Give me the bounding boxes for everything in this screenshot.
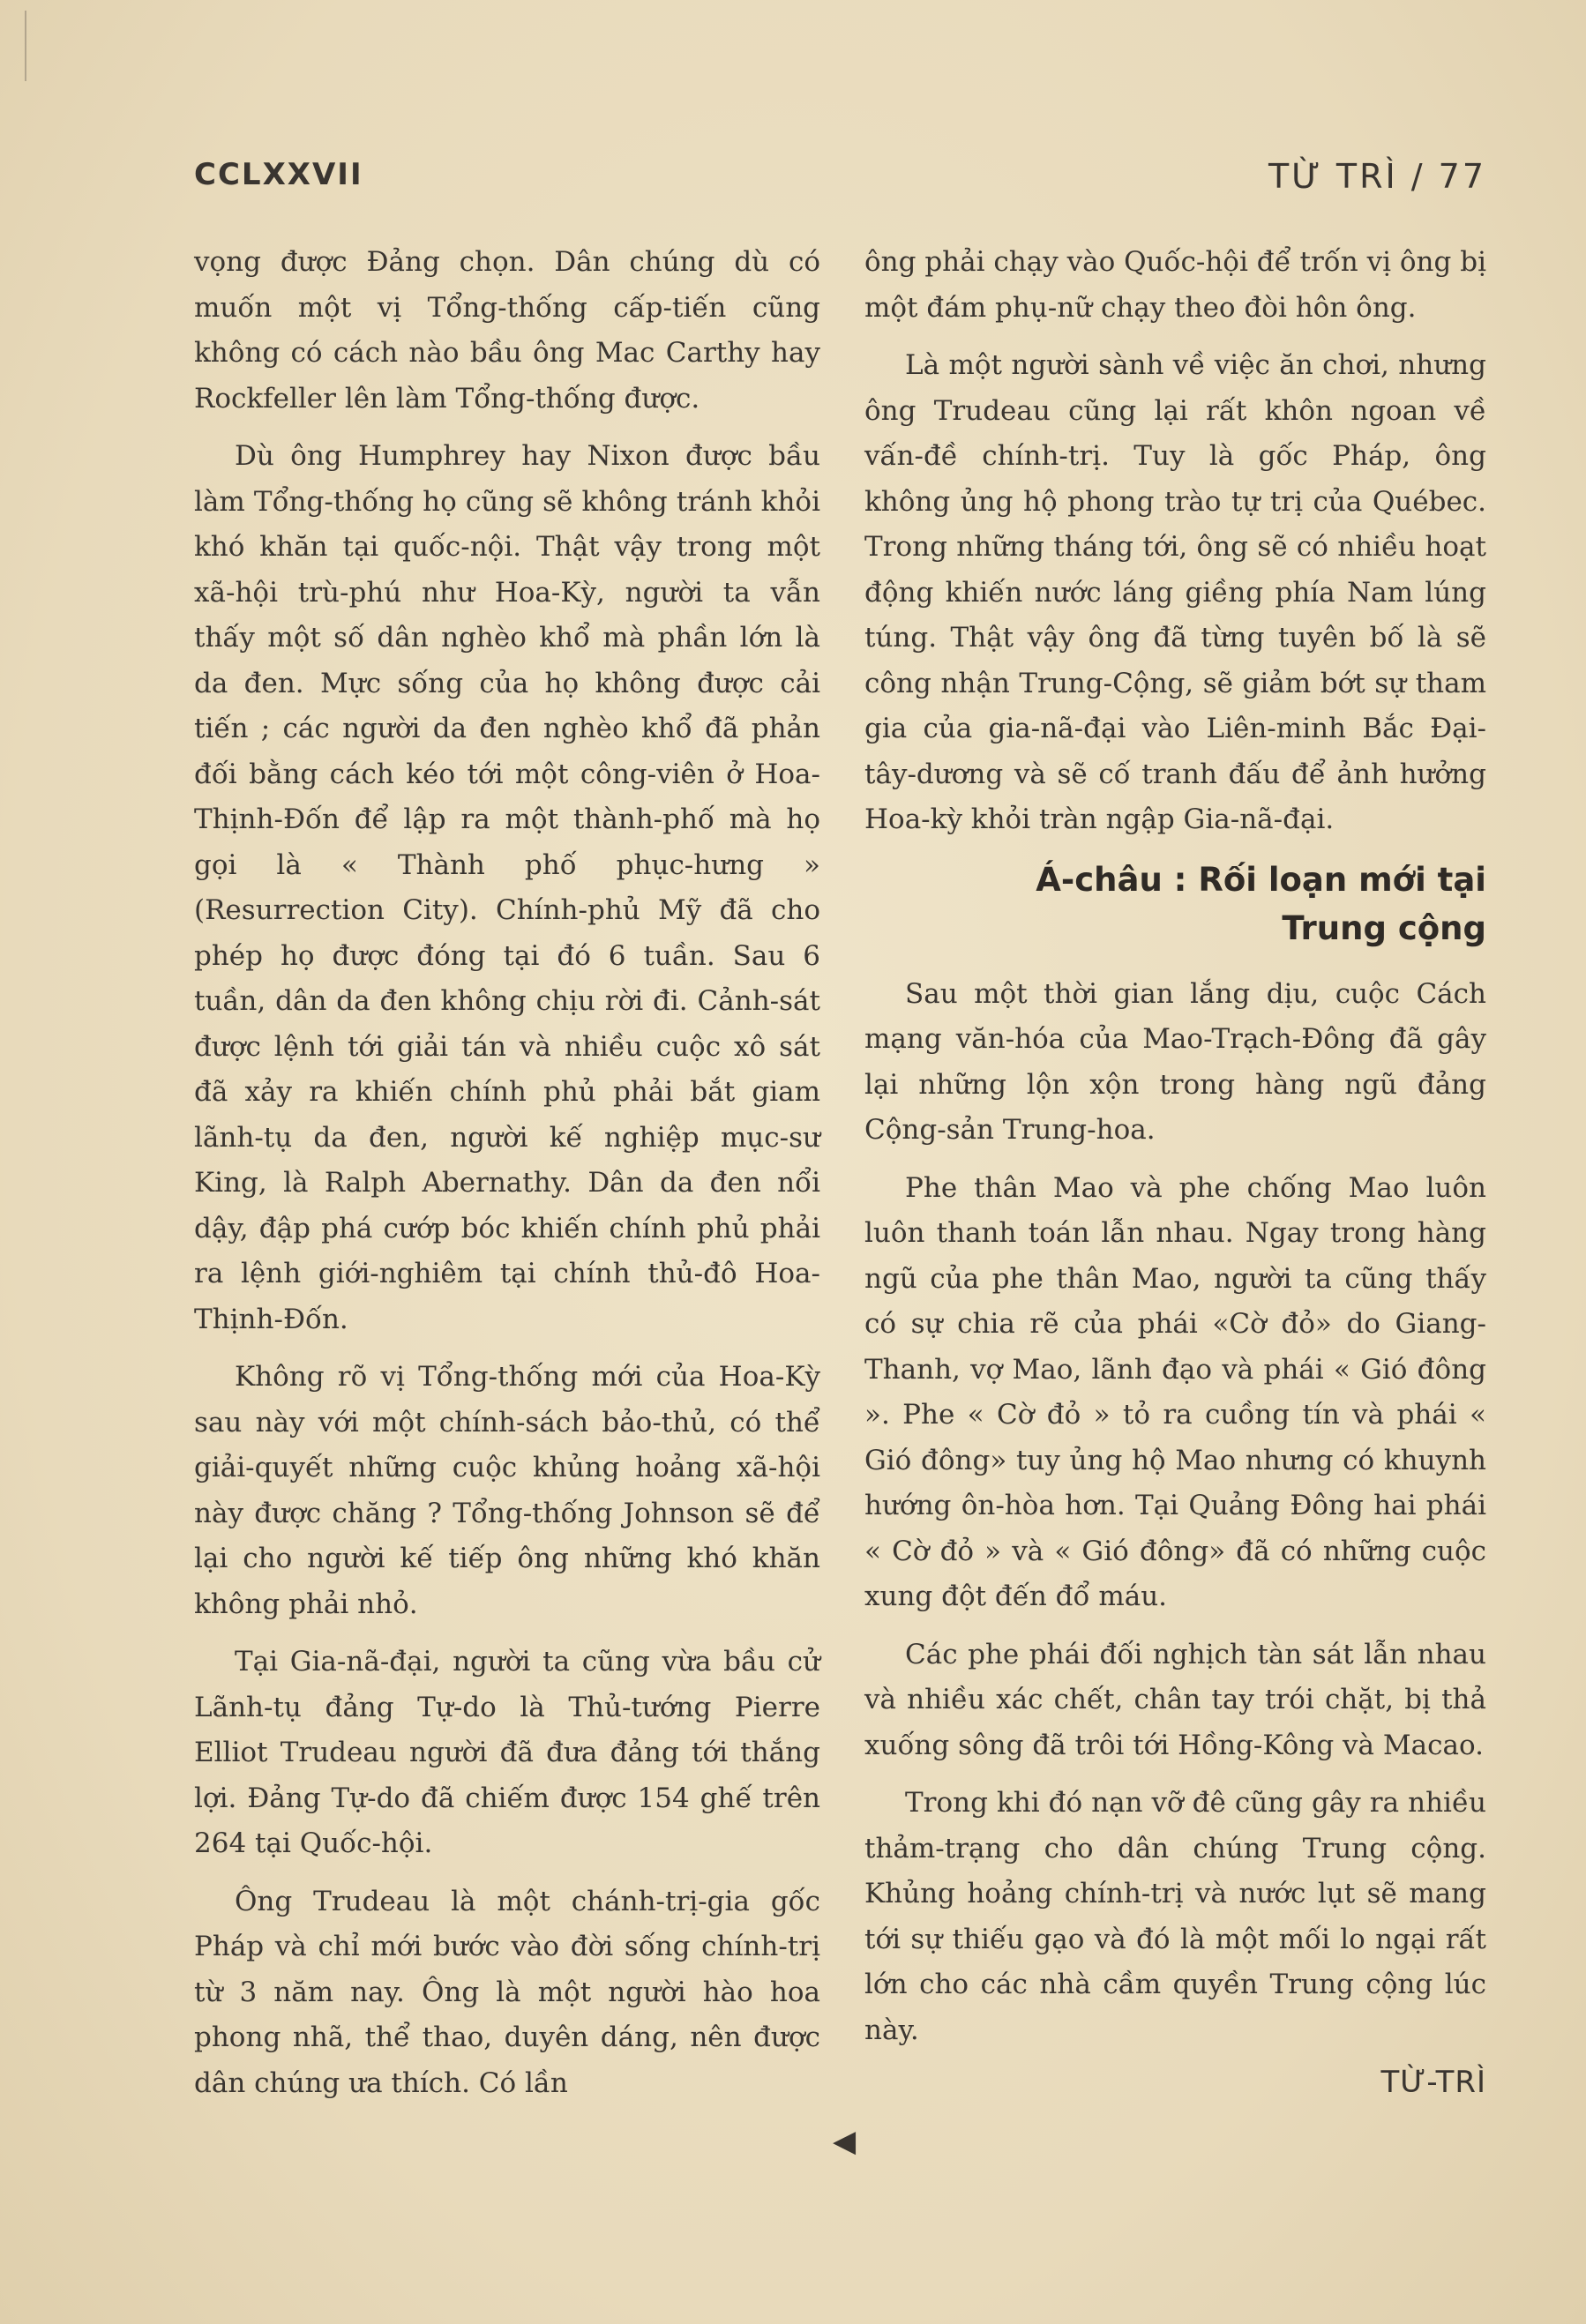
section-heading-line: Á-châu : Rối loạn mới tại — [1036, 860, 1486, 899]
section-heading — [864, 856, 1486, 953]
edge-mark — [25, 11, 35, 81]
section-heading-line: Trung cộng — [1282, 908, 1486, 947]
author-signature: TỪ-TRÌ — [1380, 2065, 1486, 2100]
page-number: TỪ TRÌ / 77 — [1268, 157, 1486, 196]
chapter-number: CCLXXVII — [194, 157, 363, 192]
paragraph: ông phải chạy vào Quốc-hội để trốn vị ông bị một đám phụ-nữ chạy theo đòi hôn ông. — [864, 246, 1486, 324]
paragraph: Trong khi đó nạn vỡ đê cũng gây ra nhiều thảm-trạng cho dân chúng Trung cộng. Khủng hoảng chính-trị và nước lụt sẽ mang tới sự thiếu gạo và đó là một mối lo ngại rất lớn cho các nhà cầm quyền Trung cộng lúc này. — [864, 1787, 1486, 2046]
paragraph: Không rõ vị Tổng-thống mới của Hoa-Kỳ sau này với một chính-sách bảo-thủ, có thể giải-quyết những cuộc khủng hoảng xã-hội này được chăng ? Tổng-thống Johnson sẽ để lại cho người kế tiếp ông những khó khăn không phải nhỏ. — [194, 1361, 820, 1620]
page-header — [194, 157, 1486, 201]
paragraph: Tại Gia-nã-đại, người ta cũng vừa bầu cử Lãnh-tụ đảng Tự-do là Thủ-tướng Pierre Elliot Trudeau người đã đưa đảng tới thắng lợi. Đảng Tự-do đã chiếm được 154 ghế trên 264 tại Quốc-hội. — [194, 1646, 820, 1859]
paragraph: vọng được Đảng chọn. Dân chúng dù có muốn một vị Tổng-thống cấp-tiến cũng không có cách nào bầu ông Mac Carthy hay Rockfeller lên làm Tổng-thống được. — [194, 246, 820, 415]
paragraph: Sau một thời gian lắng dịu, cuộc Cách mạng văn-hóa của Mao-Trạch-Đông đã gây lại những lộn xộn trong hàng ngũ đảng Cộng-sản Trung-hoa. — [864, 977, 1486, 1146]
right-column — [864, 240, 1486, 2106]
left-column — [194, 240, 820, 2119]
paragraph: Các phe phái đối nghịch tàn sát lẫn nhau và nhiều xác chết, chân tay trói chặt, bị thả xuống sông đã trôi tới Hồng-Kông và Macao. — [864, 1638, 1486, 1761]
continuation-arrow-icon: ◀ — [833, 2124, 857, 2159]
paragraph: Dù ông Humphrey hay Nixon được bầu làm Tổng-thống họ cũng sẽ không tránh khỏi khó khăn tại quốc-nội. Thật vậy trong một xã-hội trù-phú như Hoa-Kỳ, người ta vẫn thấy một số dân nghèo khổ mà phần lớn là da đen. Mực sống của họ không được cải tiến ; các người da đen nghèo khổ đã phản đối bằng cách kéo tới một công-viên ở Hoa-Thịnh-Đốn để lập ra một thành-phố mà họ gọi là « Thành phố phục-hưng » (Resurrection City). Chính-phủ Mỹ đã cho phép họ được đóng tại đó 6 tuần. Sau 6 tuần, dân da đen không chịu rời đi. Cảnh-sát được lệnh tới giải tán và nhiều cuộc xô sát đã xảy ra khiến chính phủ phải bắt giam lãnh-tụ da đen, người kế nghiệp mục-sư King, là Ralph Abernathy. Dân da đen nổi dậy, đập phá cướp bóc khiến chính phủ phải ra lệnh giới-nghiêm tại chính thủ-đô Hoa-Thịnh-Đốn. — [194, 440, 820, 1335]
paragraph: Phe thân Mao và phe chống Mao luôn luôn thanh toán lẫn nhau. Ngay trong hàng ngũ của phe thân Mao, người ta cũng thấy có sự chia rẽ của phái «Cờ đỏ» do Giang-Thanh, vợ Mao, lãnh đạo và phái « Gió đông ». Phe « Cờ đỏ » tỏ ra cuồng tín và phái « Gió đông» tuy ủng hộ Mao nhưng có khuynh hướng ôn-hòa hơn. Tại Quảng Đông hai phái « Cờ đỏ » và « Gió đông» đã có những cuộc xung đột đến đổ máu. — [864, 1171, 1486, 1612]
paragraph: Là một người sành về việc ăn chơi, nhưng ông Trudeau cũng lại rất khôn ngoan về vấn-đề chính-trị. Tuy là gốc Pháp, ông không ủng hộ phong trào tự trị của Québec. Trong những tháng tới, ông sẽ có nhiều hoạt động khiến nước láng giềng phía Nam lúng túng. Thật vậy ông đã từng tuyên bố là sẽ công nhận Trung-Cộng, sẽ giảm bớt sự tham gia của gia-nã-đại vào Liên-minh Bắc Đại-tây-dương và sẽ cố tranh đấu để ảnh hưởng Hoa-kỳ khỏi tràn ngập Gia-nã-đại. — [864, 349, 1486, 835]
paragraph: Ông Trudeau là một chánh-trị-gia gốc Pháp và chỉ mới bước vào đời sống chính-trị từ 3 năm nay. Ông là một người hào hoa phong nhã, thể thao, duyên dáng, nên được dân chúng ưa thích. Có lần — [194, 1885, 820, 2099]
